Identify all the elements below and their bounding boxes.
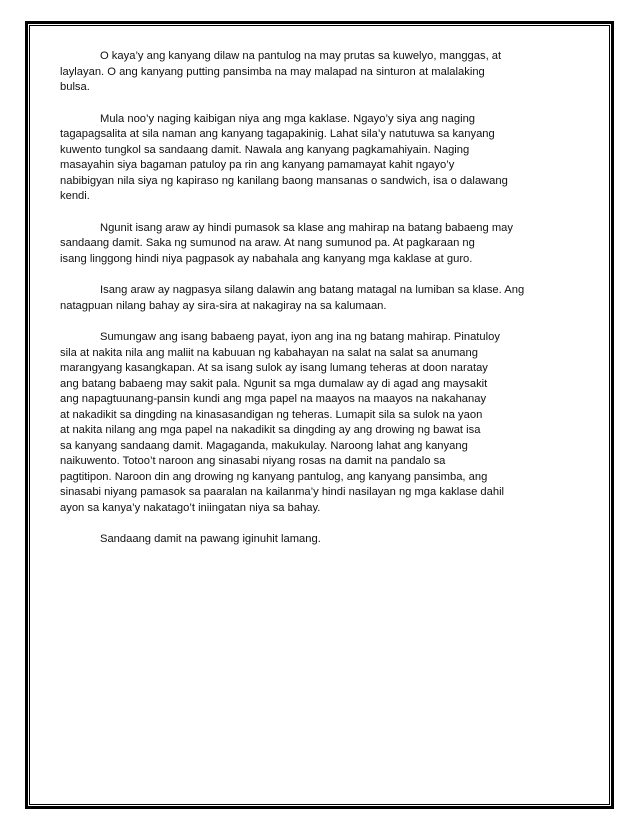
text-line: Ngunit isang araw ay hindi pumasok sa klase ang mahirap na batang babaeng may — [100, 221, 513, 234]
text-line: at nakadikit sa dingding na kinasasandigan ng teheras. Lumapit sila sa sulok na yaon — [60, 408, 483, 421]
text-line: kendi. — [60, 190, 90, 202]
text-line: nabibigyan nila siya ng kapiraso ng kanilang baong mansanas o sandwich, isa o dalawang — [60, 174, 508, 187]
text-line: naikuwento. Totoo’t naroon ang sinasabi niyang rosas na damit na pandalo sa — [60, 455, 446, 467]
text-line: pagtitipon. Naroon din ang drowing ng kanyang pantulog, ang kanyang pansimba, ang — [60, 470, 488, 483]
paragraph — [60, 221, 580, 268]
paragraph — [60, 49, 580, 96]
text-line: bulsa. — [60, 81, 90, 93]
text-line: ayon sa kanya’y nakatago’t iniingatan niya sa bahay. — [60, 501, 321, 514]
text-line: marangyang kasangkapan. At sa isang sulok ay isang lumang teheras at doon naratay — [60, 362, 488, 374]
text-line: O kaya’y ang kanyang dilaw na pantulog na may prutas sa kuwelyo, manggas, at — [100, 50, 502, 62]
text-line: ang batang babaeng may sakit pala. Ngunit sa mga dumalaw ay di agad ang maysakit — [60, 377, 488, 390]
text-line: isang linggong hindi niya pagpasok ay nabahala ang kanyang mga kaklase at guro. — [60, 252, 473, 265]
text-line: sa kanyang sandaang damit. Magaganda, makukulay. Naroong lahat ang kanyang — [60, 439, 468, 452]
text-line: masayahin siya bagaman patuloy pa rin ang kanyang pamamayat kahit ngayo’y — [60, 159, 455, 171]
text-line: sila at nakita nila ang maliit na kabuuan ng kabahayan na salat na salat sa anumang — [60, 346, 478, 359]
text-line: Sumungaw ang isang babaeng payat, iyon ang ina ng batang mahirap. Pinatuloy — [100, 331, 500, 343]
text-line: Mula noo’y naging kaibigan niya ang mga kaklase. Ngayo’y siya ang naging — [100, 112, 476, 125]
text-line: at nakita nilang ang mga papel na nakadikit sa dingding ay ang drowing ng bawat isa — [60, 424, 481, 436]
text-line: Sandaang damit na pawang iginuhit lamang. — [100, 533, 321, 545]
text-line: tagapagsalita at sila naman ang kanyang tagapakinig. Lahat sila’y natutuwa sa kanyang — [60, 128, 495, 140]
paragraph — [60, 532, 580, 548]
text-line: sinasabi niyang pamasok sa paaralan na kailanma’y hindi nasilayan ng mga kaklase dahil — [60, 486, 505, 498]
text-line: kuwento tungkol sa sandaang damit. Nawala ang kanyang pagkamahiyain. Naging — [60, 143, 470, 156]
text-line: sandaang damit. Saka ng sumunod na araw. At nang sumunod pa. At pagkaraan ng — [60, 237, 475, 249]
text-line: ang napagtuunang-pansin kundi ang mga papel na maayos na maayos na nakahanay — [60, 393, 487, 405]
text-line: laylayan. O ang kanyang putting pansimba na may malapad na sinturon at malalaking — [60, 65, 485, 78]
paragraph — [60, 330, 580, 516]
paragraph — [60, 283, 580, 314]
document-body — [60, 49, 580, 564]
paragraph — [60, 112, 580, 205]
text-line: natagpuan nilang bahay ay sira-sira at nakagiray na sa kalumaan. — [60, 299, 387, 312]
text-line: Isang araw ay nagpasya silang dalawin ang batang matagal na lumiban sa klase. Ang — [100, 284, 525, 296]
